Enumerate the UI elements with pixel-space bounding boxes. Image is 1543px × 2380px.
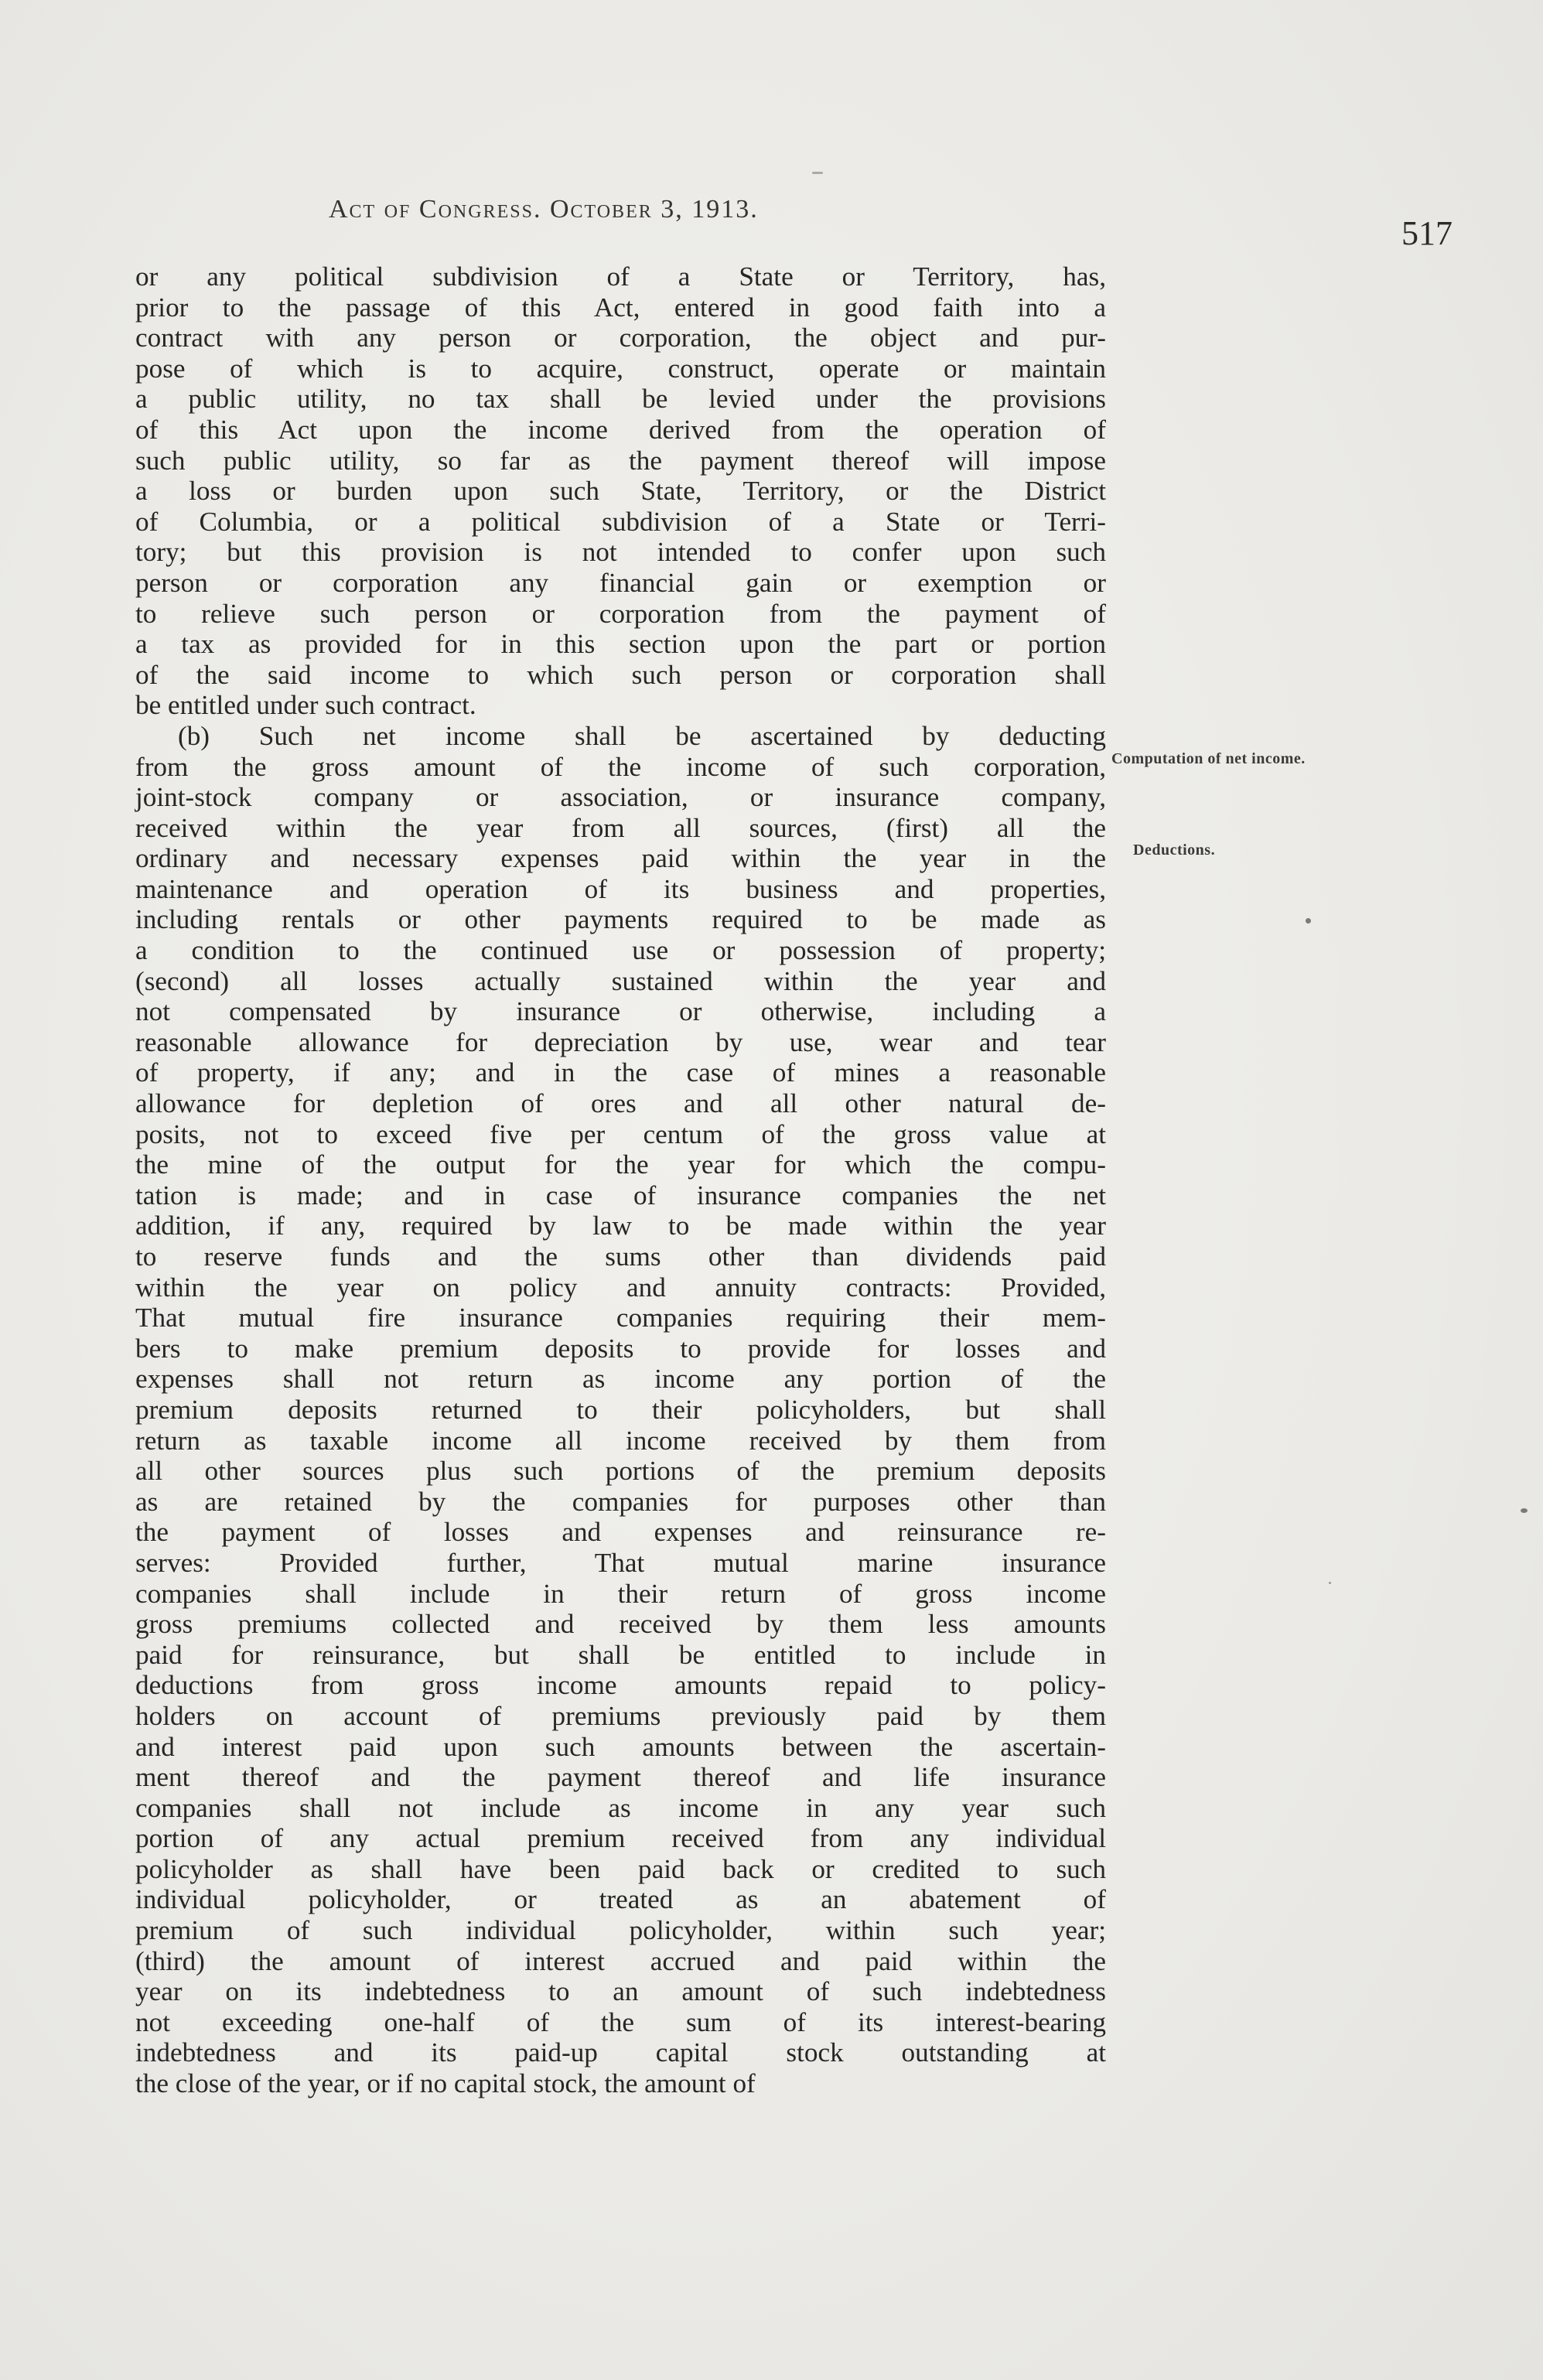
text-line: ordinary and necessary expenses paid within the year in the — [135, 843, 1106, 874]
body-text — [135, 261, 1106, 2099]
text-line: bers to make premium deposits to provide for losses and — [135, 1333, 1106, 1364]
text-line: gross premiums collected and received by them less amounts — [135, 1609, 1106, 1640]
text-line: contract with any person or corporation, the object and pur- — [135, 323, 1106, 353]
margin-note-computation: Computation of net income. — [1111, 750, 1306, 767]
text-line: from the gross amount of the income of such corporation, — [135, 751, 1106, 782]
text-line: (third) the amount of interest accrued and paid within the — [135, 1945, 1106, 1976]
text-line: policyholder as shall have been paid back or credited to such — [135, 1853, 1106, 1884]
text-line: tation is made; and in case of insurance companies the net — [135, 1180, 1106, 1210]
text-line: of property, if any; and in the case of mines a reasonable — [135, 1057, 1106, 1088]
text-line: as are retained by the companies for purposes other than — [135, 1486, 1106, 1517]
text-line: individual policyholder, or treated as an abatement of — [135, 1884, 1106, 1915]
text-line: premium deposits returned to their policyholders, but shall — [135, 1394, 1106, 1425]
text-line: tory; but this provision is not intended to confer upon such — [135, 537, 1106, 568]
text-line: paid for reinsurance, but shall be entitled to include in — [135, 1639, 1106, 1670]
text-line: serves: Provided further, That mutual marine insurance — [135, 1547, 1106, 1578]
page-number: 517 — [1401, 214, 1453, 252]
margin-note-deductions: Deductions. — [1133, 842, 1216, 859]
text-line: posits, not to exceed five per centum of the gross value at — [135, 1118, 1106, 1149]
text-line: within the year on policy and annuity contracts: Provided, — [135, 1272, 1106, 1303]
text-line: and interest paid upon such amounts between the ascertain- — [135, 1731, 1106, 1762]
text-line: a tax as provided for in this section upon the part or portion — [135, 629, 1106, 660]
text-line: joint-stock company or association, or insurance company, — [135, 782, 1106, 813]
text-line: the payment of losses and expenses and reinsurance re- — [135, 1517, 1106, 1548]
text-line: ment thereof and the payment thereof and life insurance — [135, 1762, 1106, 1793]
text-line: a loss or burden upon such State, Territory, or the District — [135, 476, 1106, 507]
text-line: person or corporation any financial gain or exemption or — [135, 567, 1106, 598]
text-line: That mutual fire insurance companies requiring their mem- — [135, 1303, 1106, 1333]
paper-speck — [1306, 918, 1311, 924]
running-head: Act of Congress. October 3, 1913. — [329, 195, 759, 224]
text-line: the close of the year, or if no capital stock, the amount of — [135, 2068, 756, 2099]
paper-speck — [1329, 1582, 1331, 1584]
text-line: to relieve such person or corporation from the payment of — [135, 598, 1106, 629]
text-line: indebtedness and its paid-up capital stock outstanding at — [135, 2037, 1106, 2068]
text-line: reasonable allowance for depreciation by use, wear and tear — [135, 1026, 1106, 1057]
text-line-paragraph-start: (b) Such net income shall be ascertained by deducting — [178, 720, 1106, 751]
text-line: prior to the passage of this Act, entered in good faith into a — [135, 292, 1106, 323]
text-line: pose of which is to acquire, construct, operate or maintain — [135, 353, 1106, 384]
text-line: of the said income to which such person or corporation shall — [135, 659, 1106, 690]
text-line: portion of any actual premium received from any individual — [135, 1823, 1106, 1854]
text-line: expenses shall not return as income any portion of the — [135, 1364, 1106, 1395]
text-line: a public utility, no tax shall be levied under the provisions — [135, 384, 1106, 415]
text-line: all other sources plus such portions of the premium deposits — [135, 1456, 1106, 1487]
text-line: companies shall include in their return of gross income — [135, 1578, 1106, 1609]
paper-speck — [812, 172, 823, 174]
text-line: holders on account of premiums previously paid by them — [135, 1700, 1106, 1731]
text-line: return as taxable income all income received by them from — [135, 1425, 1106, 1456]
text-line: year on its indebtedness to an amount of such indebtedness — [135, 1976, 1106, 2007]
text-line: or any political subdivision of a State or Territory, has, — [135, 261, 1106, 292]
text-line: the mine of the output for the year for which the compu- — [135, 1149, 1106, 1180]
text-line: maintenance and operation of its business and properties, — [135, 873, 1106, 904]
text-line: (second) all losses actually sustained within the year and — [135, 965, 1106, 996]
text-line: allowance for depletion of ores and all other natural de- — [135, 1088, 1106, 1119]
text-line: including rentals or other payments required to be made as — [135, 904, 1106, 935]
text-line: such public utility, so far as the payment thereof will impose — [135, 445, 1106, 476]
text-line: a condition to the continued use or possession of property; — [135, 935, 1106, 966]
text-line: companies shall not include as income in any year such — [135, 1792, 1106, 1823]
text-line: received within the year from all sources, (first) all the — [135, 812, 1106, 843]
text-line: be entitled under such contract. — [135, 690, 476, 721]
paper-speck — [1521, 1508, 1528, 1513]
text-line: to reserve funds and the sums other than dividends paid — [135, 1241, 1106, 1272]
text-line: addition, if any, required by law to be made within the year — [135, 1210, 1106, 1241]
text-line: deductions from gross income amounts repaid to policy- — [135, 1670, 1106, 1701]
text-line: of this Act upon the income derived from the operation of — [135, 414, 1106, 445]
text-line: premium of such individual policyholder, within such year; — [135, 1915, 1106, 1946]
text-line: not exceeding one-half of the sum of its interest-bearing — [135, 2006, 1106, 2037]
text-line: not compensated by insurance or otherwise, including a — [135, 996, 1106, 1027]
text-line: of Columbia, or a political subdivision of a State or Terri- — [135, 506, 1106, 537]
